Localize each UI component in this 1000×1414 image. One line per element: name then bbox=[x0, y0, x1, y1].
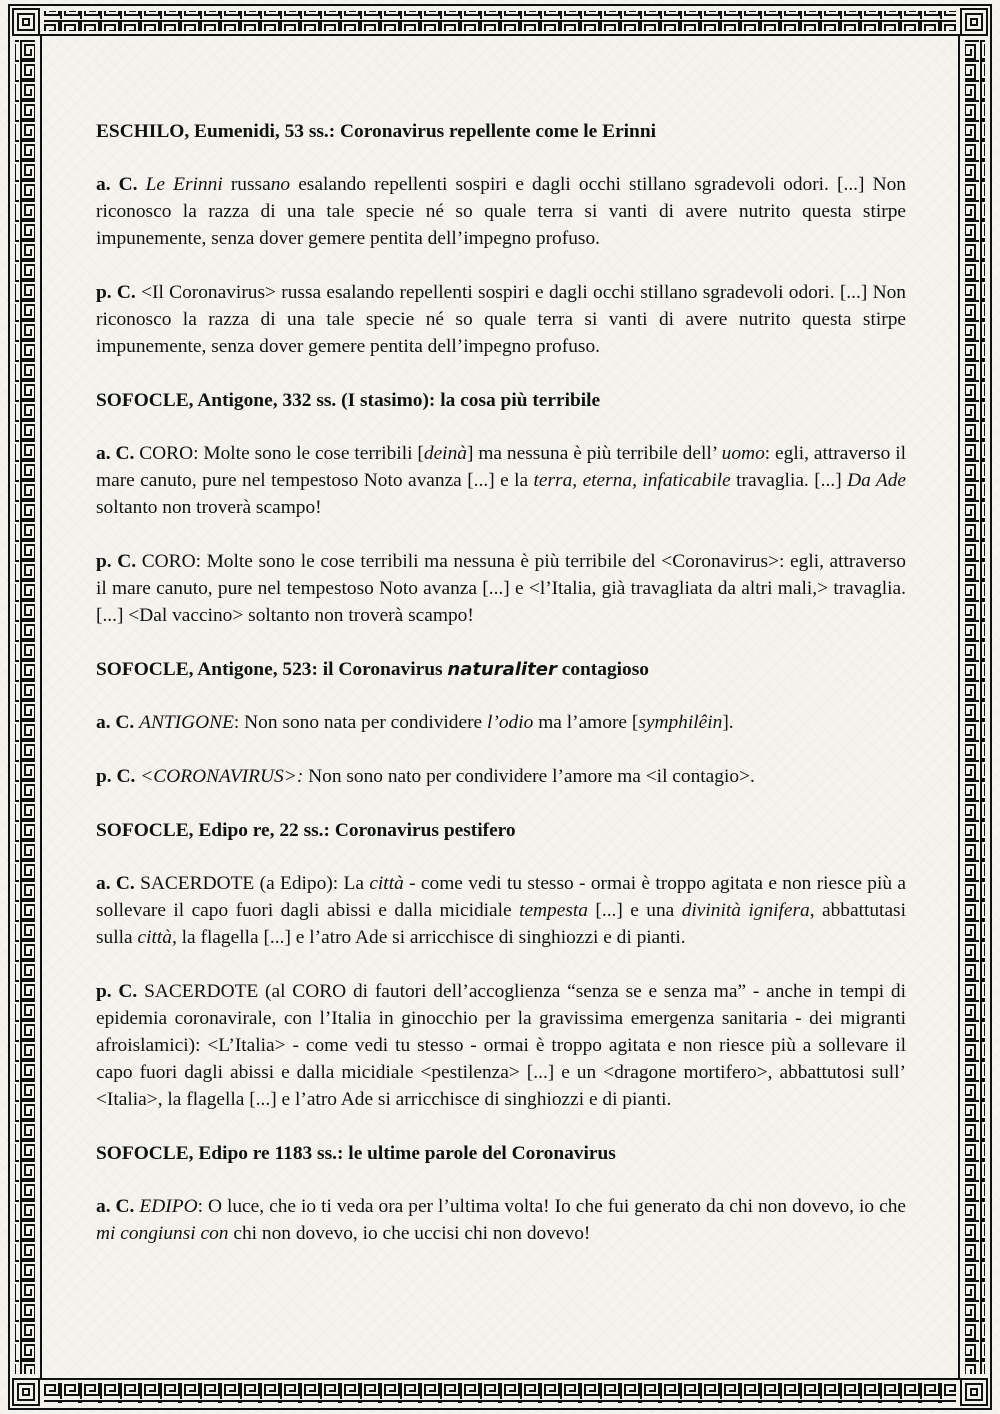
ancient-label: a. C. bbox=[96, 1196, 135, 1217]
ancient-label: a. C. bbox=[96, 174, 138, 195]
italic-text: tempesta bbox=[519, 900, 588, 921]
italic-text: città, bbox=[137, 927, 177, 948]
italic-text: EDIPO bbox=[139, 1196, 198, 1217]
section-heading: SOFOCLE, Edipo re 1183 ss.: le ultime parole del Coronavirus bbox=[96, 1143, 616, 1164]
italic-text: divinità ignifera bbox=[681, 900, 810, 921]
text-run: SOFOCLE, Antigone, 523: il Coronavirus bbox=[96, 659, 448, 680]
section-3 bbox=[96, 656, 906, 790]
italic-text: terra, eterna, infaticabile bbox=[533, 470, 731, 491]
parody-label: p. C. bbox=[96, 551, 137, 572]
text-run: contagioso bbox=[556, 659, 649, 680]
italic-text: uomo bbox=[721, 443, 765, 464]
emphasis-text: naturaliter bbox=[447, 659, 557, 680]
text-run: [...] e una bbox=[588, 900, 682, 921]
section-heading: SOFOCLE, Edipo re, 22 ss.: Coronavirus pestifero bbox=[96, 820, 516, 841]
text-run: esalando repellenti sospiri e dagli occhi stillano sgradevoli odori. [...] Non riconosco la razza di una tale specie né so quale terra si vanti di avere nutrito questa stirpe impunemente, senza dover gemere pentita dell’impegno profuso. bbox=[96, 174, 906, 249]
text-run bbox=[138, 174, 146, 195]
ancient-text-paragraph bbox=[96, 440, 906, 521]
parody-label: p. C. bbox=[96, 766, 136, 787]
text-run: CORO: Molte sono le cose terribili ma nessuna è più terribile del <Coronavirus>: egli, attraverso il mare canuto, pure nel tempestoso Noto avanza [...] e <l’Italia, già travagliata da altri mali,> travaglia. [...] <Dal vaccino> soltanto non troverà scampo! bbox=[96, 551, 906, 626]
italic-text: ANTIGONE bbox=[139, 712, 234, 733]
text-run: SACERDOTE (a Edipo): La bbox=[134, 873, 370, 894]
ancient-text-paragraph bbox=[96, 1193, 906, 1247]
ancient-label: a. C. bbox=[96, 443, 135, 464]
italic-text: symphilêin bbox=[638, 712, 723, 733]
italic-text: deinà bbox=[423, 443, 467, 464]
text-run: ]. bbox=[722, 712, 734, 733]
section-heading: ESCHILO, Eumenidi, 53 ss.: Coronavirus repellente come le Erinni bbox=[96, 121, 657, 142]
italic-text: mi congiunsi con bbox=[96, 1223, 229, 1244]
section-2 bbox=[96, 387, 906, 629]
document-body bbox=[96, 118, 906, 1274]
text-run: soltanto non troverà scampo! bbox=[96, 497, 322, 518]
italic-text: l’odio bbox=[487, 712, 534, 733]
text-run: russa bbox=[222, 174, 271, 195]
text-run: Non sono nato per condividere l’amore ma <il contagio>. bbox=[303, 766, 755, 787]
italic-text: Le Erinni bbox=[145, 174, 223, 195]
parody-text-paragraph bbox=[96, 978, 906, 1113]
ancient-label: a. C. bbox=[96, 712, 135, 733]
text-run: : Non sono nata per condividere bbox=[233, 712, 488, 733]
italic-text: città bbox=[369, 873, 404, 894]
section-5 bbox=[96, 1140, 906, 1247]
ancient-text-paragraph bbox=[96, 870, 906, 951]
text-run: - come vedi tu stesso - ormai è troppo agitata e non riesce più a sollevare il capo fuori dagli abissi e dalla micidiale bbox=[96, 873, 906, 921]
text-run: chi non dovevo, io che uccisi chi non dovevo! bbox=[228, 1223, 591, 1244]
text-run: SACERDOTE (al CORO di fautori dell’accoglienza “senza se e senza ma” - anche in tempi di epidemia coronavirale, con l’Italia in ginocchio per la gravissima emergenza sanitaria - dei migranti afroislamici): <L’Italia> - come vedi tu stesso - ormai è troppo agitata e non riesce più a sollevare il capo fuori dagli abissi e dalla micidiale <pestilenza> [...] e un <dragone mortifero>, abbattutosi sull’ <Italia>, la flagella [...] e l’atro Ade si arricchisce di singhiozzi e di pianti. bbox=[96, 981, 906, 1110]
text-run: : O luce, che io ti veda ora per l’ultima volta! Io che fui generato da chi non dovevo, io che bbox=[197, 1196, 907, 1217]
text-run: la flagella [...] e l’atro Ade si arricchisce di singhiozzi e di pianti. bbox=[176, 927, 686, 948]
italic-text: <CORONAVIRUS>: bbox=[140, 766, 304, 787]
italic-text: no bbox=[270, 174, 291, 195]
parody-text-paragraph bbox=[96, 763, 906, 790]
text-run: ] ma nessuna è più terribile dell’ bbox=[466, 443, 722, 464]
section-4 bbox=[96, 817, 906, 1113]
text-run: : egli, attraverso il mare canuto, pure nel tempestoso Noto avanza [...] e la bbox=[96, 443, 906, 491]
text-run: , abbattutasi sulla bbox=[96, 900, 906, 948]
section-heading: SOFOCLE, Antigone, 332 ss. (I stasimo): la cosa più terribile bbox=[96, 390, 601, 411]
text-run: CORO: Molte sono le cose terribili [ bbox=[134, 443, 424, 464]
parody-text-paragraph bbox=[96, 279, 906, 360]
parody-label: p. C. bbox=[96, 282, 136, 303]
ancient-text-paragraph bbox=[96, 709, 906, 736]
text-run: travaglia. [...] bbox=[730, 470, 848, 491]
text-run: ma l’amore [ bbox=[533, 712, 639, 733]
section-1 bbox=[96, 118, 906, 360]
parody-label: p. C. bbox=[96, 981, 138, 1002]
text-run: <Il Coronavirus> russa esalando repellenti sospiri e dagli occhi stillano sgradevoli odori. [...] Non riconosco la razza di una tale specie né so quale terra si vanti di avere nutrito questa stirpe impunemente, senza dover gemere pentita dell’impegno profuso. bbox=[96, 282, 906, 357]
ancient-text-paragraph bbox=[96, 171, 906, 252]
italic-text: Da Ade bbox=[847, 470, 906, 491]
parody-text-paragraph bbox=[96, 548, 906, 629]
section-heading bbox=[96, 656, 906, 683]
ancient-label: a. C. bbox=[96, 873, 135, 894]
